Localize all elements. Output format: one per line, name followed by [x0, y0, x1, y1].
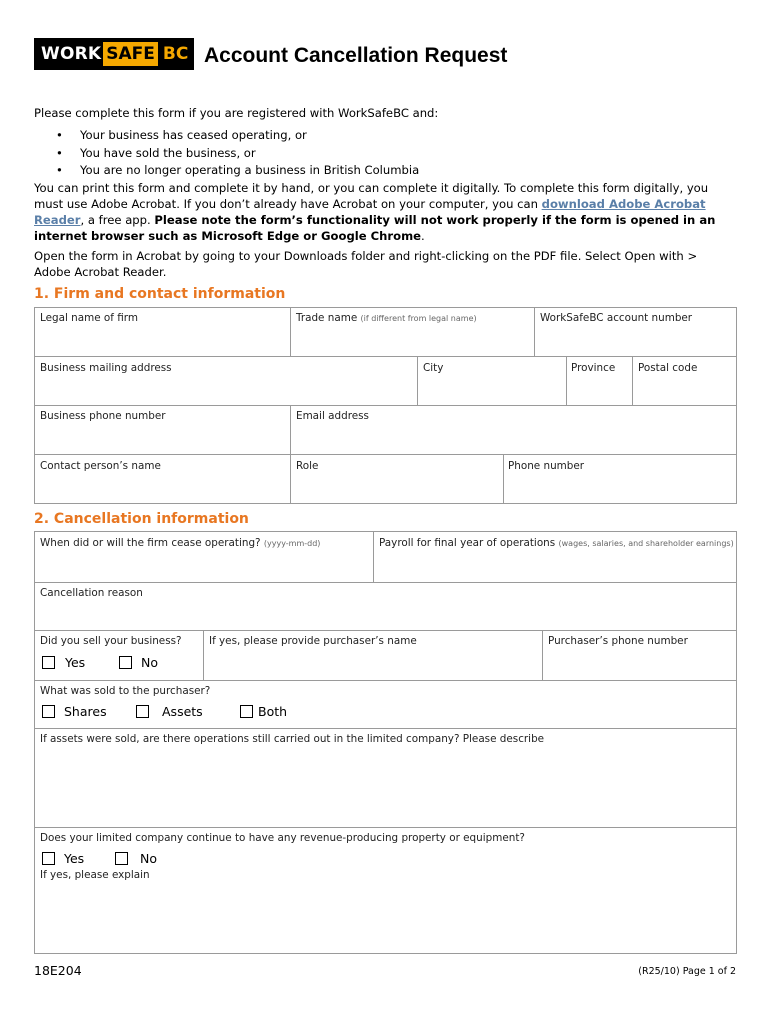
- sold-no-label: No: [141, 655, 158, 670]
- postal-code-field[interactable]: [632, 356, 737, 406]
- section-1-heading: 1. Firm and contact information: [34, 286, 286, 302]
- intro-text: , a free app.: [80, 213, 155, 227]
- what-sold-label: What was sold to the purchaser?: [40, 685, 211, 697]
- revenue-no-label: No: [140, 851, 157, 866]
- bullet-item: You have sold the business, or: [80, 146, 256, 160]
- account-number-label: WorkSafeBC account number: [540, 312, 693, 324]
- contact-name-field[interactable]: [34, 454, 291, 504]
- contact-name-label: Contact person’s name: [40, 460, 161, 472]
- shares-label: Shares: [64, 704, 107, 719]
- contact-phone-field[interactable]: [503, 454, 737, 504]
- revenue-property-cell: [34, 827, 737, 954]
- assets-checkbox[interactable]: [136, 705, 149, 718]
- city-field[interactable]: [417, 356, 567, 406]
- trade-name-text: Trade name: [296, 312, 358, 324]
- purchaser-phone-field[interactable]: [542, 630, 737, 681]
- email-label: Email address: [296, 410, 369, 422]
- mailing-address-field[interactable]: [34, 356, 418, 406]
- email-field[interactable]: [290, 405, 737, 455]
- page-title: Account Cancellation Request: [204, 44, 508, 67]
- purchaser-name-label: If yes, please provide purchaser’s name: [209, 635, 417, 647]
- payroll-label: [379, 537, 734, 549]
- business-phone-label: Business phone number: [40, 410, 166, 422]
- cease-date-text: When did or will the firm cease operating?: [40, 537, 261, 549]
- page-info: (R25/10) Page 1 of 2: [638, 966, 736, 977]
- revenue-yes-label: Yes: [64, 851, 85, 866]
- revenue-property-label: Does your limited company continue to have any revenue-producing property or equipment?: [40, 832, 525, 844]
- intro-warning: Please note the form’s functionality will not work properly if the form is opened in an internet browser such as Microsoft Edge or Google Chrome: [34, 213, 716, 243]
- payroll-text: Payroll for final year of operations: [379, 537, 556, 549]
- both-checkbox[interactable]: [240, 705, 253, 718]
- province-label: Province: [571, 362, 616, 374]
- cancellation-reason-label: Cancellation reason: [40, 587, 143, 599]
- logo-bc-text: BC: [162, 44, 189, 64]
- business-phone-field[interactable]: [34, 405, 291, 455]
- logo-safe-text: SAFE: [103, 42, 158, 66]
- cease-date-label: [40, 537, 320, 549]
- postal-code-label: Postal code: [638, 362, 698, 374]
- purchaser-phone-label: Purchaser’s phone number: [548, 635, 688, 647]
- cease-date-hint: (yyyy-mm-dd): [263, 539, 321, 548]
- bullet-dot-icon: •: [56, 163, 63, 177]
- intro-lead: Please complete this form if you are registered with WorkSafeBC and:: [34, 106, 439, 120]
- intro-text: You can print this form and complete it by hand, or you can complete it digitally. To complete this form digitally, you must use Adobe Acrobat. If you don’t already have Acrobat on your computer, you can: [34, 181, 709, 211]
- intro-paragraph-2: Open the form in Acrobat by going to your Downloads folder and right-clicking on the PDF file. Select Open with > Adobe Acrobat Reader.: [34, 249, 698, 279]
- assets-operations-field[interactable]: [34, 728, 737, 828]
- role-label: Role: [296, 460, 319, 472]
- bullet-dot-icon: •: [56, 128, 63, 142]
- sold-business-cell: [34, 630, 204, 681]
- purchaser-name-field[interactable]: [203, 630, 543, 681]
- trade-name-field[interactable]: [290, 307, 535, 357]
- assets-label: Assets: [162, 704, 203, 719]
- download-acrobat-link[interactable]: download Adobe Acrobat Reader: [34, 197, 706, 227]
- trade-name-label: [296, 312, 477, 324]
- what-sold-cell: [34, 680, 737, 729]
- assets-operations-label: If assets were sold, are there operations still carried out in the limited company? Please describe: [40, 733, 545, 745]
- explain-label: If yes, please explain: [40, 869, 150, 881]
- shares-checkbox[interactable]: [42, 705, 55, 718]
- trade-name-hint: (if different from legal name): [360, 314, 477, 323]
- both-label: Both: [258, 704, 288, 719]
- province-field[interactable]: [566, 356, 633, 406]
- bullet-item: You are no longer operating a business in British Columbia: [80, 163, 420, 177]
- role-field[interactable]: [290, 454, 504, 504]
- intro-text: .: [421, 229, 425, 243]
- revenue-no-checkbox[interactable]: [115, 852, 128, 865]
- payroll-hint: (wages, salaries, and shareholder earnings): [558, 539, 734, 548]
- city-label: City: [423, 362, 444, 374]
- form-number: 18E204: [34, 963, 82, 978]
- intro-paragraph-1: [34, 180, 734, 244]
- sold-business-label: Did you sell your business?: [40, 635, 182, 647]
- bullet-dot-icon: •: [56, 146, 63, 160]
- revenue-yes-checkbox[interactable]: [42, 852, 55, 865]
- sold-yes-label: Yes: [65, 655, 86, 670]
- sold-yes-checkbox[interactable]: [42, 656, 55, 669]
- cancellation-reason-field[interactable]: [34, 582, 737, 631]
- section-2-heading: 2. Cancellation information: [34, 511, 249, 527]
- mailing-address-label: Business mailing address: [40, 362, 172, 374]
- account-number-field[interactable]: [534, 307, 737, 357]
- payroll-field[interactable]: [373, 531, 737, 583]
- legal-name-field[interactable]: [34, 307, 291, 357]
- legal-name-label: Legal name of firm: [40, 312, 138, 324]
- sold-no-checkbox[interactable]: [119, 656, 132, 669]
- contact-phone-label: Phone number: [508, 460, 585, 472]
- logo-work-text: WORK: [41, 44, 102, 64]
- cease-date-field[interactable]: [34, 531, 374, 583]
- worksafebc-logo: [34, 38, 194, 70]
- bullet-item: Your business has ceased operating, or: [80, 128, 307, 142]
